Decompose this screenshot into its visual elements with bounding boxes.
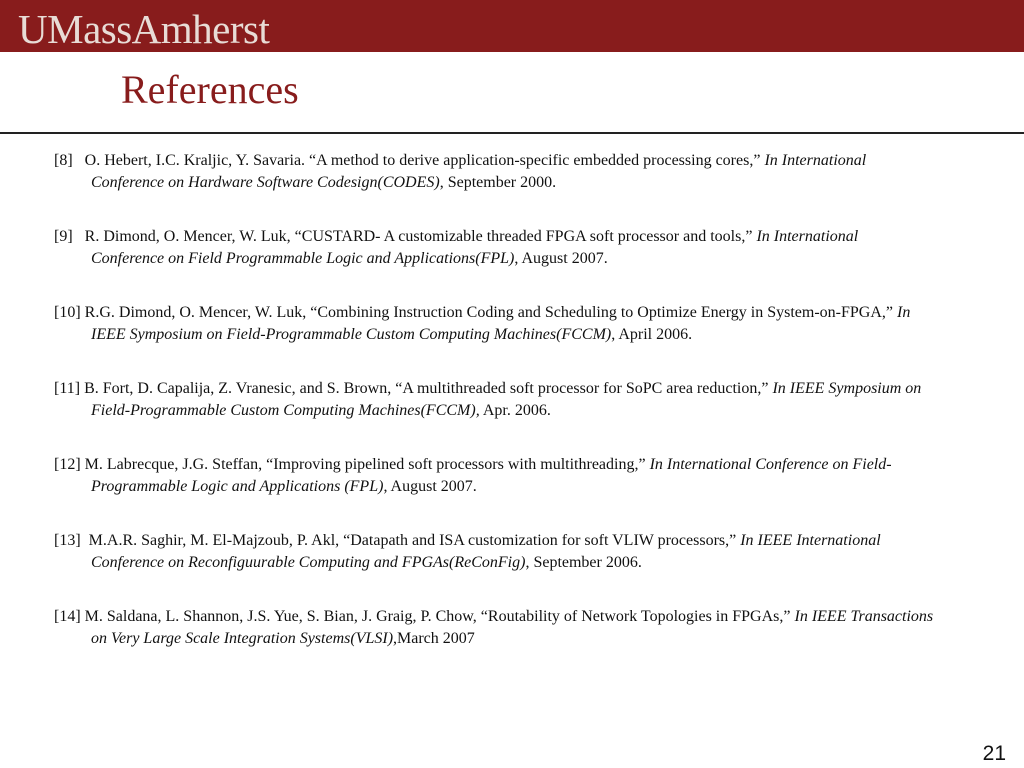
reference-label: [11]: [54, 380, 81, 397]
page-number: 21: [982, 742, 1006, 765]
reference-list: [54, 150, 934, 682]
reference-date: , April 2006.: [611, 326, 693, 343]
reference-authors-title: M.A.R. Saghir, M. El-Majzoub, P. Akl, “Datapath and ISA customization for soft VLIW processors,”: [88, 532, 741, 549]
reference-label: [12]: [54, 456, 81, 473]
reference-venue: In IEEE Symposium on Field-Programmable Custom Computing Machines(FCCM): [91, 304, 911, 343]
reference-venue: In IEEE International Conference on Reconfiguurable Computing and FPGAs(ReConFig): [91, 532, 881, 571]
slide-title: References: [121, 67, 299, 112]
reference-authors-title: O. Hebert, I.C. Kraljic, Y. Savaria. “A method to derive application-specific embedded processing cores,”: [84, 152, 765, 169]
reference-date: , August 2007.: [514, 250, 608, 267]
reference-item: [54, 378, 934, 422]
reference-date: , August 2007.: [383, 478, 477, 495]
reference-item: [54, 454, 934, 498]
reference-authors-title: R. Dimond, O. Mencer, W. Luk, “CUSTARD- A customizable threaded FPGA soft processor and tools,”: [84, 228, 757, 245]
reference-date: , September 2006.: [525, 554, 642, 571]
reference-item: [54, 226, 934, 270]
umass-amherst-logo: UMassAmherst: [18, 6, 270, 52]
reference-label: [9]: [54, 228, 73, 245]
reference-item: [54, 606, 934, 650]
title-divider: [0, 132, 1024, 134]
reference-item: [54, 530, 934, 574]
reference-date: ,March 2007: [393, 630, 475, 647]
reference-venue: In International Conference on Field Programmable Logic and Applications(FPL): [91, 228, 859, 267]
reference-date: , September 2000.: [439, 174, 557, 191]
reference-authors-title: R.G. Dimond, O. Mencer, W. Luk, “Combining Instruction Coding and Scheduling to Optimize Energy in System-on-FPGA,”: [84, 304, 897, 321]
reference-venue: In IEEE Symposium on Field-Programmable Custom Computing Machines(FCCM),: [91, 380, 922, 419]
reference-authors-title: B. Fort, D. Capalija, Z. Vranesic, and S. Brown, “A multithreaded soft processor for SoPC area reduction,”: [84, 380, 773, 397]
reference-venue: In International Conference on Field-Programmable Logic and Applications (FPL): [91, 456, 892, 495]
reference-label: [10]: [54, 304, 81, 321]
reference-label: [13]: [54, 532, 81, 549]
reference-date: Apr. 2006.: [479, 402, 551, 419]
reference-authors-title: M. Saldana, L. Shannon, J.S. Yue, S. Bian, J. Graig, P. Chow, “Routability of Network Topologies in FPGAs,”: [84, 608, 795, 625]
reference-label: [8]: [54, 152, 73, 169]
reference-item: [54, 150, 934, 194]
reference-label: [14]: [54, 608, 81, 625]
reference-venue: In International Conference on Hardware Software Codesign(CODES): [91, 152, 867, 191]
reference-item: [54, 302, 934, 346]
reference-authors-title: M. Labrecque, J.G. Steffan, “Improving pipelined soft processors with multithreading,”: [84, 456, 650, 473]
reference-venue: In IEEE Transactions on Very Large Scale Integration Systems(VLSI): [91, 608, 934, 647]
header-bar: [0, 0, 1024, 52]
